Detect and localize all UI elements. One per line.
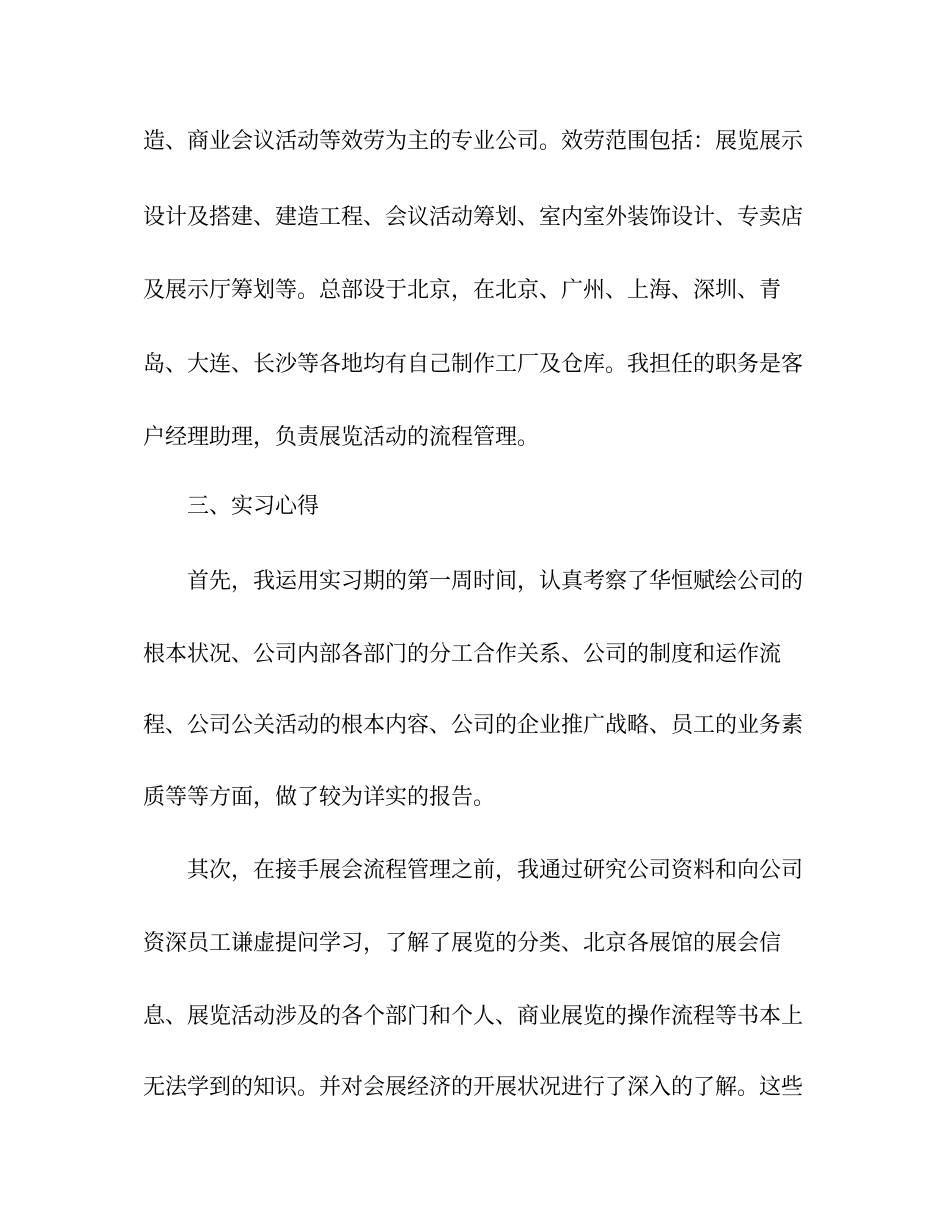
text-line: 根本状况、公司内部各部门的分工合作关系、公司的制度和运作流 [143, 642, 782, 667]
text-line: 资深员工谦虚提问学习，了解了展览的分类、北京各展馆的展会信 [143, 931, 782, 956]
text-line: 户经理助理，负责展览活动的流程管理。 [143, 425, 540, 450]
text-line: 其次，在接手展会流程管理之前，我通过研究公司资料和向公司 [187, 858, 804, 883]
text-line: 设计及搭建、建造工程、会议活动筹划、室内室外装饰设计、专卖店 [143, 205, 804, 230]
text-line: 无法学到的知识。并对会展经济的开展状况进行了深入的了解。这些 [143, 1075, 804, 1100]
text-line: 造、商业会议活动等效劳为主的专业公司。效劳范围包括：展览展示 [143, 129, 804, 154]
text-line: 首先，我运用实习期的第一周时间，认真考察了华恒赋绘公司的 [187, 569, 804, 594]
text-line: 程、公司公关活动的根本内容、公司的企业推广战略、员工的业务素 [143, 713, 804, 738]
text-line: 息、展览活动涉及的各个部门和个人、商业展览的操作流程等书本上 [143, 1004, 804, 1029]
text-line: 质等等方面，做了较为详实的报告。 [143, 785, 496, 810]
text-line: 岛、大连、长沙等各地均有自己制作工厂及仓库。我担任的职务是客 [143, 352, 804, 377]
section-heading: 三、实习心得 [187, 494, 320, 519]
text-line: 及展示厅筹划等。总部设于北京，在北京、广州、上海、深圳、青 [143, 278, 782, 303]
